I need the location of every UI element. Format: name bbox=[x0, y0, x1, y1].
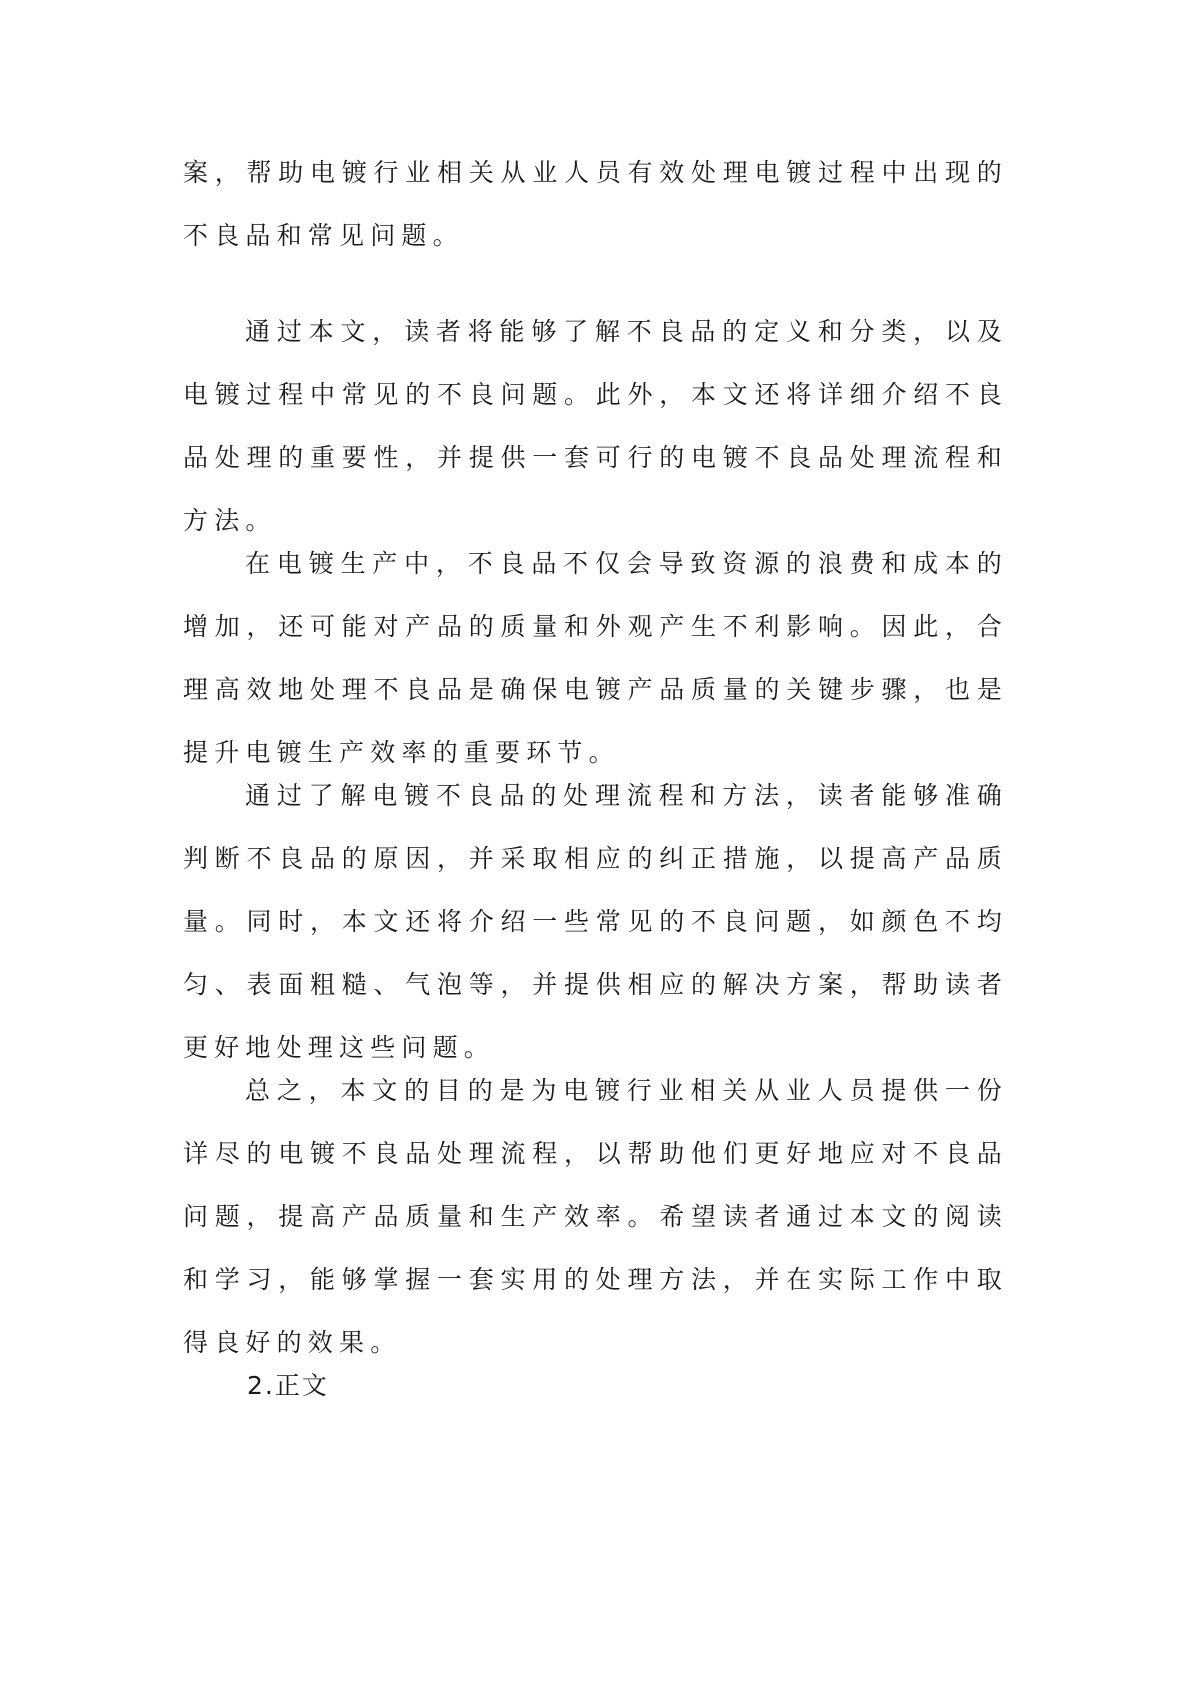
paragraph-process-methods: 通过了解电镀不良品的处理流程和方法，读者能够准确判断不良品的原因，并采取相应的纠正措施，以提高产品质量。同时，本文还将介绍一些常见的不良问题，如颜色不均匀、表面粗糙、气泡等，并提供相应的解决方案，帮助读者更好地处理这些问题。 bbox=[183, 781, 1008, 1062]
paragraph-defect-impact: 在电镀生产中，不良品不仅会导致资源的浪费和成本的增加，还可能对产品的质量和外观产生不利影响。因此，合理高效地处理不良品是确保电镀产品质量的关键步骤，也是提升电镀生产效率的重要环节。 bbox=[183, 549, 1008, 767]
section-heading: 2.正文 bbox=[247, 1371, 329, 1400]
paragraph-reader-outcomes: 通过本文，读者将能够了解不良品的定义和分类，以及电镀过程中常见的不良问题。此外，本文还将详细介绍不良品处理的重要性，并提供一套可行的电镀不良品处理流程和方法。 bbox=[183, 317, 1008, 535]
paragraph-continuation: 案，帮助电镀行业相关从业人员有效处理电镀过程中出现的不良品和常见问题。 bbox=[183, 158, 1008, 250]
paragraph-summary: 总之，本文的目的是为电镀行业相关从业人员提供一份详尽的电镀不良品处理流程，以帮助他们更好地应对不良品问题，提高产品质量和生产效率。希望读者通过本文的阅读和学习，能够掌握一套实用的处理方法，并在实际工作中取得良好的效果。 bbox=[183, 1076, 1008, 1357]
